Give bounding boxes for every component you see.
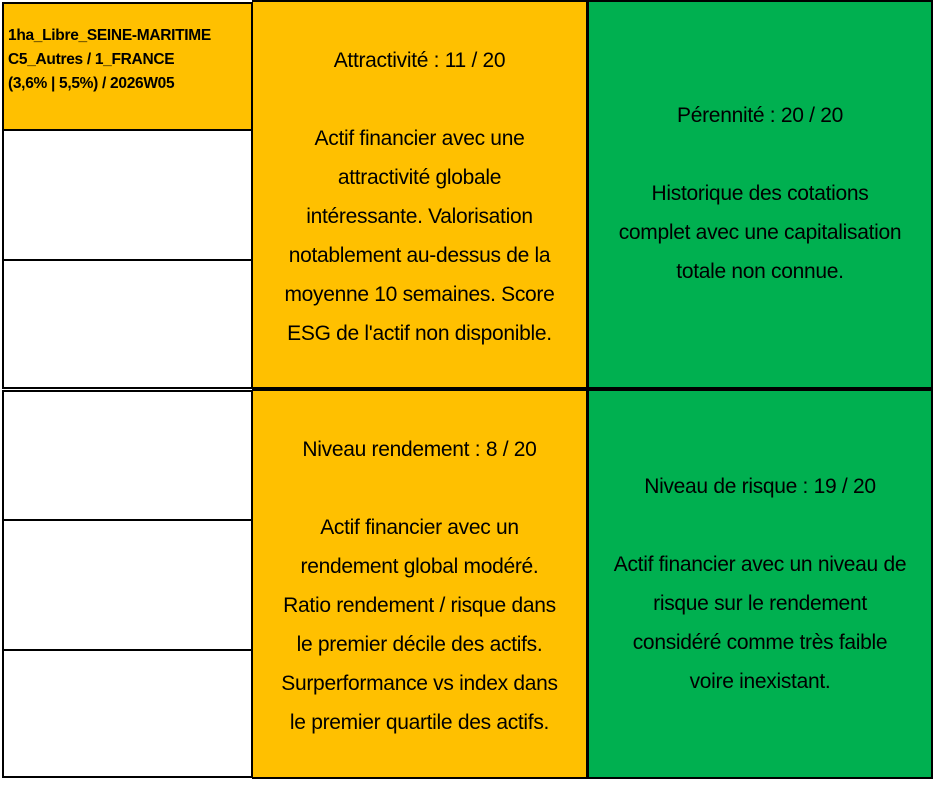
attractivite-line-4: notablement au-dessus de la xyxy=(288,243,551,267)
empty-cell-4 xyxy=(2,520,252,650)
perennite-score: Pérennité : 20 / 20 xyxy=(677,103,843,127)
rendement-block xyxy=(252,389,588,779)
empty-cell-1 xyxy=(2,130,252,260)
attractivite-line-3: intéressante. Valorisation xyxy=(306,204,533,228)
empty-cell-5 xyxy=(2,650,252,778)
risque-line-2: risque sur le rendement xyxy=(653,592,867,615)
rendement-line-3: Ratio rendement / risque dans xyxy=(283,594,556,617)
perennite-line-2: complet avec une capitalisation xyxy=(618,220,902,244)
empty-cell-3 xyxy=(2,390,252,520)
rendement-line-5: Surperformance vs index dans xyxy=(281,672,558,695)
attractivite-line-6: ESG de l'actif non disponible. xyxy=(287,321,552,345)
header-line-3: (3,6% | 5,5%) / 2026W05 xyxy=(8,75,175,92)
header-line-2: C5_Autres / 1_FRANCE xyxy=(8,51,175,68)
perennite-block xyxy=(588,0,933,389)
risque-line-3: considéré comme très faible xyxy=(632,631,888,654)
rendement-line-1: Actif financier avec un xyxy=(320,516,519,539)
perennite-line-3: totale non connue. xyxy=(676,259,844,283)
attractivite-line-5: moyenne 10 semaines. Score xyxy=(284,282,555,306)
asset-header-cell xyxy=(2,2,252,130)
empty-cell-2 xyxy=(2,260,252,389)
attractivite-block xyxy=(252,0,588,389)
attractivite-line-1: Actif financier avec une xyxy=(314,126,525,150)
risque-line-1: Actif financier avec un niveau de xyxy=(613,553,907,576)
risque-score: Niveau de risque : 19 / 20 xyxy=(644,475,876,498)
risque-line-4: voire inexistant. xyxy=(689,670,831,693)
header-line-1: 1ha_Libre_SEINE-MARITIME xyxy=(8,27,211,44)
attractivite-score: Attractivité : 11 / 20 xyxy=(333,48,506,72)
rendement-line-2: rendement global modéré. xyxy=(300,555,539,578)
perennite-line-1: Historique des cotations xyxy=(651,181,869,205)
rendement-line-4: le premier décile des actifs. xyxy=(296,633,543,656)
risque-block xyxy=(588,389,933,779)
rendement-score: Niveau rendement : 8 / 20 xyxy=(302,438,537,461)
rendement-line-6: le premier quartile des actifs. xyxy=(289,711,550,734)
attractivite-line-2: attractivité globale xyxy=(337,165,502,189)
